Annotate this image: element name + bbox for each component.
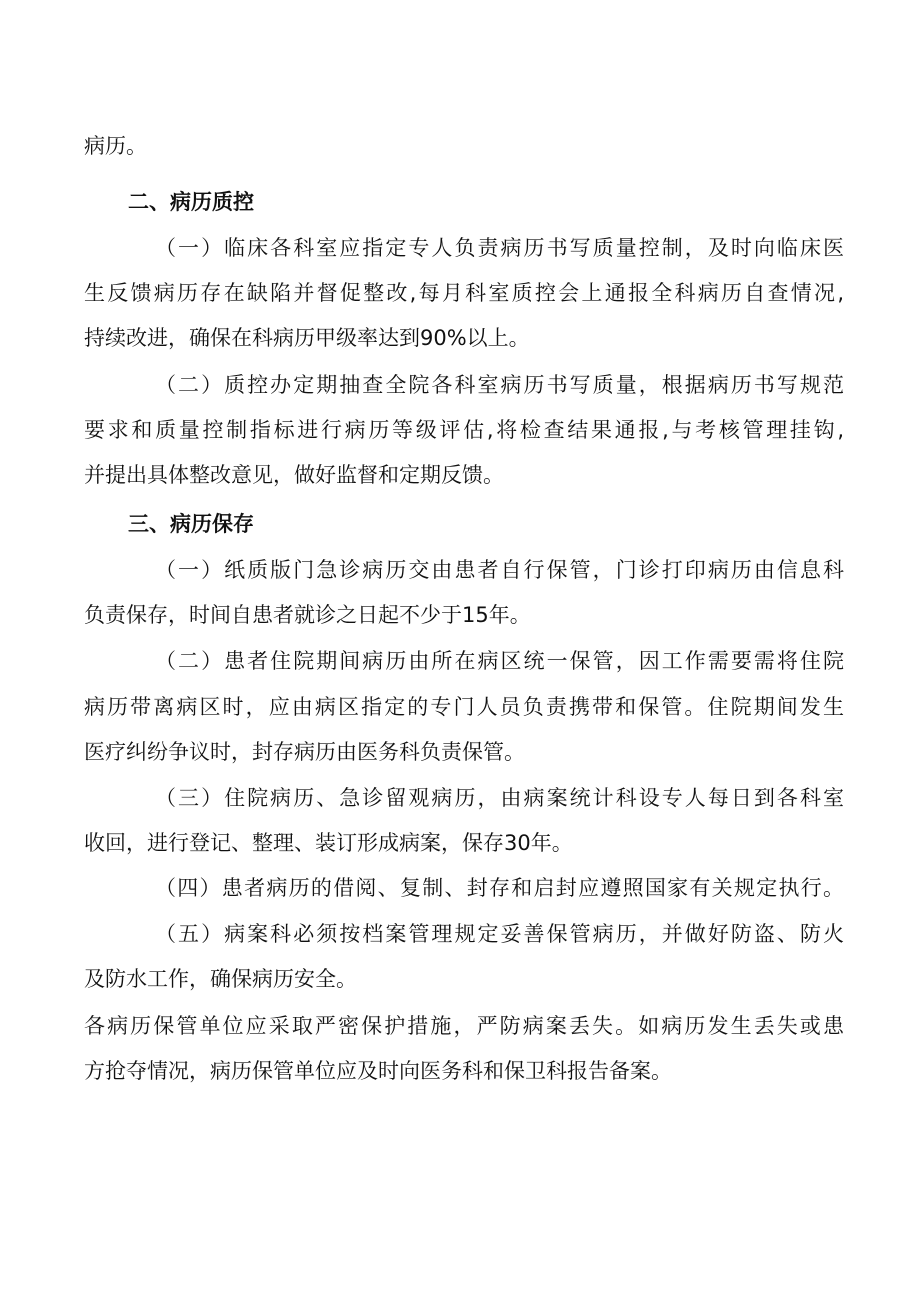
paragraph-line: 病历。	[84, 134, 147, 158]
paragraph-line: （一）临床各科室应指定专人负责病历书写质量控制，及时向临床医	[155, 236, 844, 260]
paragraph-line: 及防水工作，确保病历安全。	[84, 967, 357, 991]
paragraph-line: 方抢夺情况，病历保管单位应及时向医务科和保卫科报告备案。	[84, 1059, 672, 1083]
paragraph-line: 持续改进，确保在科病历甲级率达到90%以上。	[84, 326, 530, 350]
paragraph-line: （一）纸质版门急诊病历交由患者自行保管，门诊打印病历由信息科	[155, 558, 844, 582]
paragraph-line: （二）质控办定期抽查全院各科室病历书写质量，根据病历书写规范	[155, 373, 844, 397]
paragraph-line: 要求和质量控制指标进行病历等级评估,将检查结果通报,与考核管理挂钩,	[84, 418, 844, 442]
paragraph-line: （二）患者住院期间病历由所在病区统一保管，因工作需要需将住院	[155, 649, 844, 673]
paragraph-line: 医疗纠纷争议时，封存病历由医务科负责保管。	[84, 740, 525, 764]
paragraph-line: （四）患者病历的借阅、复制、封存和启封应遵照国家有关规定执行。	[155, 876, 844, 900]
paragraph-line: （三）住院病历、急诊留观病历，由病案统计科设专人每日到各科室	[155, 786, 844, 810]
paragraph-line: 负责保存，时间自患者就诊之日起不少于15年。	[84, 603, 531, 627]
paragraph-line: 病历带离病区时，应由病区指定的专门人员负责携带和保管。住院期间发生	[84, 695, 844, 719]
section-heading-quality-control: 二、病历质控	[128, 190, 254, 214]
paragraph-line: 各病历保管单位应采取严密保护措施，严防病案丢失。如病历发生丢失或患	[84, 1014, 844, 1038]
section-heading-record-storage: 三、病历保存	[128, 512, 254, 536]
paragraph-line: 收回，进行登记、整理、装订形成病案，保存30年。	[84, 831, 573, 855]
paragraph-line: 生反馈病历存在缺陷并督促整改,每月科室质控会上通报全科病历自查情况,	[84, 281, 844, 305]
paragraph-line: 并提出具体整改意见，做好监督和定期反馈。	[84, 463, 504, 487]
paragraph-line: （五）病案科必须按档案管理规定妥善保管病历，并做好防盗、防火	[155, 922, 844, 946]
